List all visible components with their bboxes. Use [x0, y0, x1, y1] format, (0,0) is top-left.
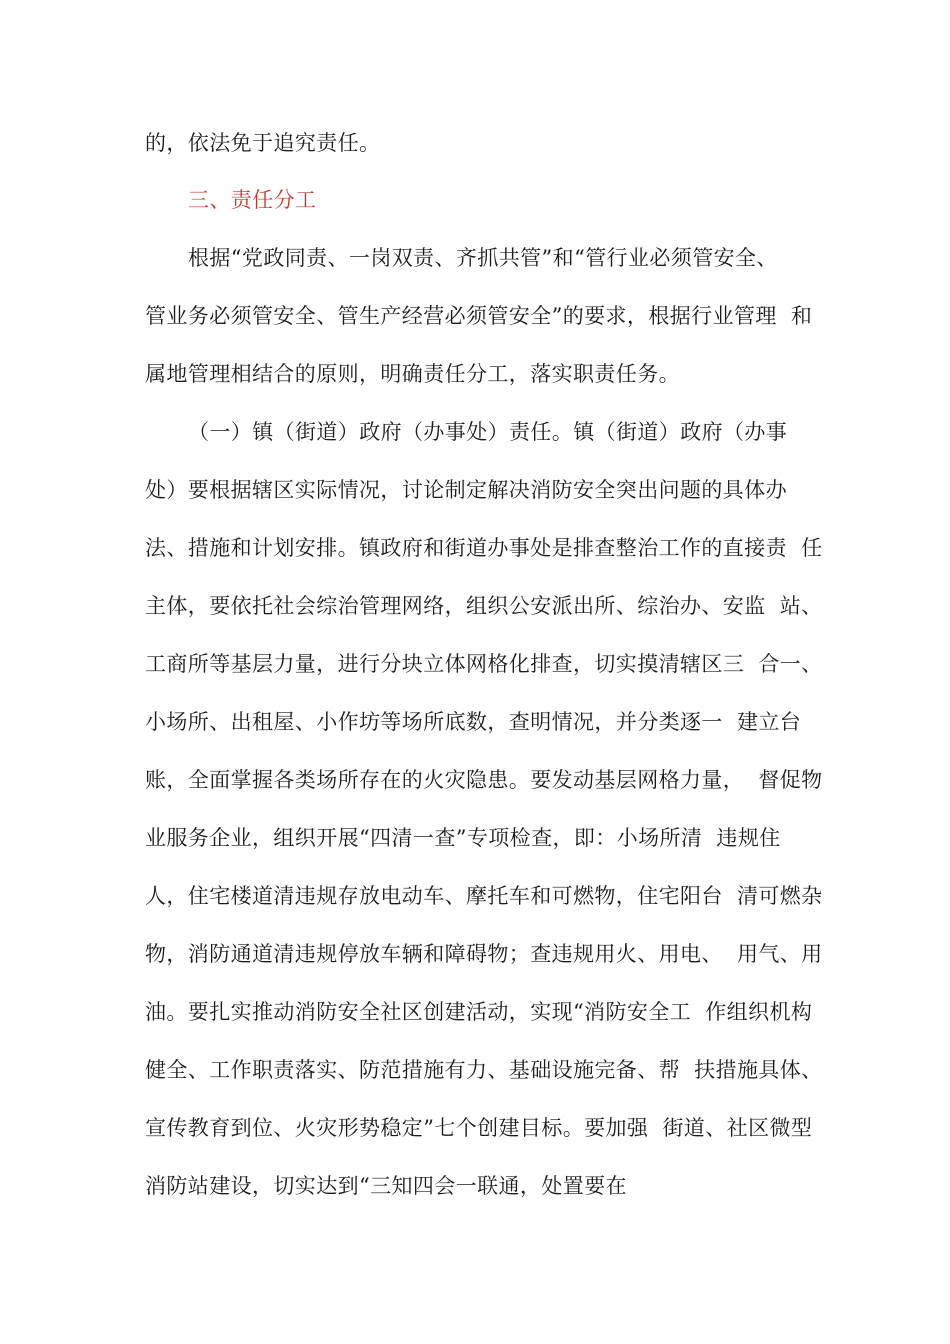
text-line-17: 健全、工作职责落实、防范措施有力、基础设施完备、帮 扶措施具体、: [145, 1058, 823, 1082]
text-line-1: 的，依法免于追究责任。: [145, 131, 381, 155]
text-line-18: 宣传教育到位、火灾形势稳定”七个创建目标。要加强 街道、社区微型: [145, 1116, 813, 1140]
text-line-7: 处）要根据辖区实际情况，讨论制定解决消防安全突出问题的具体办: [145, 478, 787, 502]
text-line-14: 人，住宅楼道清违规存放电动车、摩托车和可燃物，住宅阳台 清可燃杂: [145, 884, 823, 908]
section-heading: 三、责任分工: [188, 188, 317, 212]
text-line-6: （一）镇（街道）政府（办事处）责任。镇（街道）政府（办事: [188, 420, 788, 444]
text-line-9: 主体，要依托社会综治管理网络，组织公安派出所、综治办、安监 站、: [145, 594, 823, 618]
text-line-3: 根据“党政同责、一岗双责、齐抓共管”和“管行业必须管安全、: [188, 246, 778, 270]
text-line-10: 工商所等基层力量，进行分块立体网格化排查，切实摸清辖区三 合一、: [145, 652, 823, 676]
text-line-4: 管业务必须管安全、管生产经营必须管安全”的要求，根据行业管理 和: [145, 304, 813, 328]
text-line-5: 属地管理相结合的原则，明确责任分工，落实职责任务。: [145, 362, 680, 386]
text-line-12: 账，全面掌握各类场所存在的火灾隐患。要发动基层网格力量， 督促物: [145, 768, 823, 792]
text-line-15: 物，消防通道清违规停放车辆和障碍物；查违规用火、用电、 用气、用: [145, 942, 823, 966]
text-line-16: 油。要扎实推动消防安全社区创建活动，实现“消防安全工 作组织机构: [145, 1000, 813, 1024]
text-line-11: 小场所、出租屋、小作坊等场所底数，查明情况，并分类逐一 建立台: [145, 710, 802, 734]
text-line-13: 业服务企业，组织开展“四清一查”专项检查，即：小场所清 违规住: [145, 826, 781, 850]
text-line-8: 法、措施和计划安排。镇政府和街道办事处是排查整治工作的直接责 任: [145, 536, 823, 560]
text-line-19: 消防站建设，切实达到“三知四会一联通，处置要在: [145, 1174, 627, 1198]
